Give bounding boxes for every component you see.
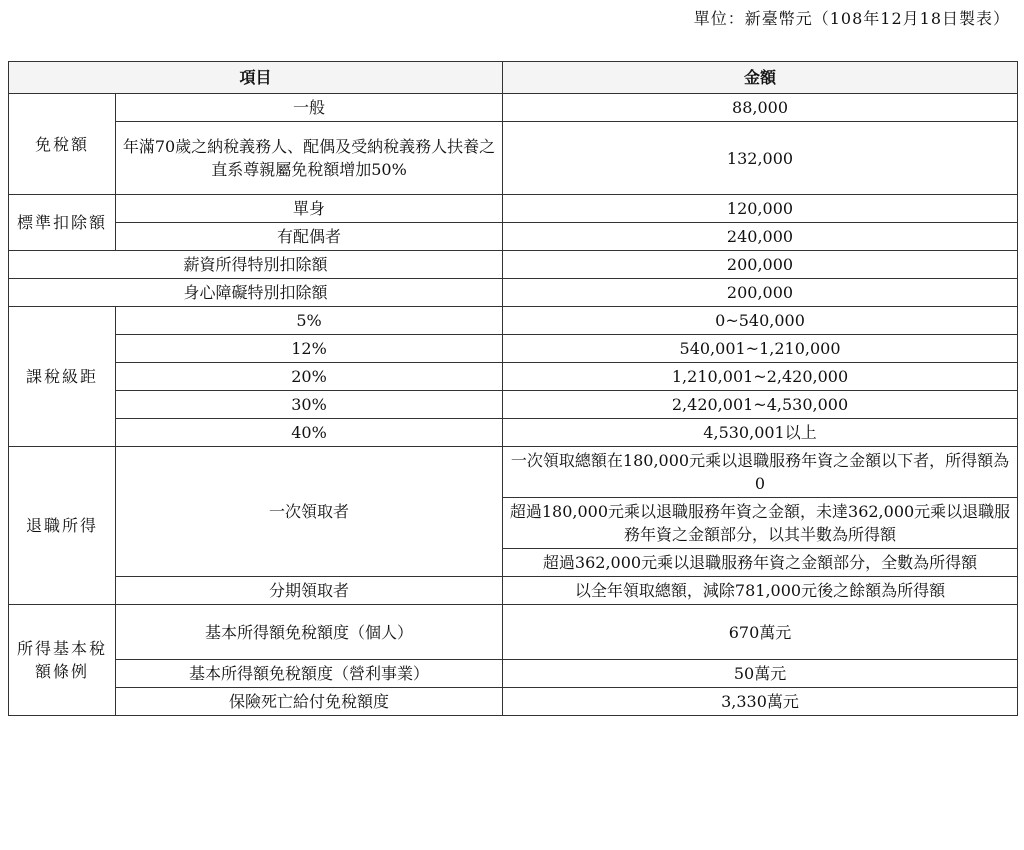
table-row xyxy=(9,307,1018,335)
table-row xyxy=(9,419,1018,447)
table-row xyxy=(9,391,1018,419)
bracket-rate: 5% xyxy=(116,307,503,335)
table-row xyxy=(9,447,1018,498)
bracket-rate: 40% xyxy=(116,419,503,447)
disability-deduction-amount: 200,000 xyxy=(503,279,1018,307)
disability-deduction-label: 身心障礙特別扣除額 xyxy=(9,279,503,307)
table-row xyxy=(9,223,1018,251)
table-row xyxy=(9,122,1018,195)
exemption-general-label: 一般 xyxy=(116,94,503,122)
unit-note: 單位：新臺幣元（108年12月18日製表） xyxy=(693,9,1010,28)
bracket-rate: 20% xyxy=(116,363,503,391)
header-item: 項目 xyxy=(9,62,503,94)
basic-income-amount: 670萬元 xyxy=(503,605,1018,660)
standard-single-amount: 120,000 xyxy=(503,195,1018,223)
standard-married-amount: 240,000 xyxy=(503,223,1018,251)
exemption-general-amount: 88,000 xyxy=(503,94,1018,122)
basic-income-label: 基本所得額免稅額度（營利事業） xyxy=(116,660,503,688)
table-header-row xyxy=(9,62,1018,94)
exemption-senior-label: 年滿70歲之納稅義務人、配偶及受納稅義務人扶養之直系尊親屬免稅額增加50% xyxy=(116,122,503,195)
salary-deduction-label: 薪資所得特別扣除額 xyxy=(9,251,503,279)
table-row xyxy=(9,577,1018,605)
header-amount: 金額 xyxy=(503,62,1018,94)
basic-income-label: 保險死亡給付免稅額度 xyxy=(116,688,503,716)
basic-income-amount: 50萬元 xyxy=(503,660,1018,688)
bracket-range: 0~540,000 xyxy=(503,307,1018,335)
table-row xyxy=(9,94,1018,122)
bracket-rate: 12% xyxy=(116,335,503,363)
retirement-rule-2: 超過180,000元乘以退職服務年資之金額，未達362,000元乘以退職服務年資之金額部分，以其半數為所得額 xyxy=(503,498,1018,549)
salary-deduction-amount: 200,000 xyxy=(503,251,1018,279)
bracket-range: 540,001~1,210,000 xyxy=(503,335,1018,363)
category-exemption: 免稅額 xyxy=(9,94,116,195)
table-row xyxy=(9,605,1018,660)
standard-married-label: 有配偶者 xyxy=(116,223,503,251)
retirement-installment-label: 分期領取者 xyxy=(116,577,503,605)
table-row xyxy=(9,279,1018,307)
basic-income-amount: 3,330萬元 xyxy=(503,688,1018,716)
table-row xyxy=(9,335,1018,363)
bracket-rate: 30% xyxy=(116,391,503,419)
retirement-installment-rule: 以全年領取總額，減除781,000元後之餘額為所得額 xyxy=(503,577,1018,605)
table-row xyxy=(9,195,1018,223)
exemption-senior-amount: 132,000 xyxy=(503,122,1018,195)
category-brackets: 課稅級距 xyxy=(9,307,116,447)
table-row xyxy=(9,251,1018,279)
retirement-rule-3: 超過362,000元乘以退職服務年資之金額部分，全數為所得額 xyxy=(503,549,1018,577)
tax-table xyxy=(8,61,1018,716)
retirement-lump-sum-label: 一次領取者 xyxy=(116,447,503,577)
retirement-rule-1: 一次領取總額在180,000元乘以退職服務年資之金額以下者，所得額為0 xyxy=(503,447,1018,498)
standard-single-label: 單身 xyxy=(116,195,503,223)
table-row xyxy=(9,660,1018,688)
table-row xyxy=(9,688,1018,716)
basic-income-label: 基本所得額免稅額度（個人） xyxy=(116,605,503,660)
bracket-range: 1,210,001~2,420,000 xyxy=(503,363,1018,391)
table-row xyxy=(9,363,1018,391)
bracket-range: 4,530,001以上 xyxy=(503,419,1018,447)
bracket-range: 2,420,001~4,530,000 xyxy=(503,391,1018,419)
category-retirement: 退職所得 xyxy=(9,447,116,605)
category-standard-deduction: 標準扣除額 xyxy=(9,195,116,251)
category-basic-income: 所得基本稅額條例 xyxy=(9,605,116,716)
